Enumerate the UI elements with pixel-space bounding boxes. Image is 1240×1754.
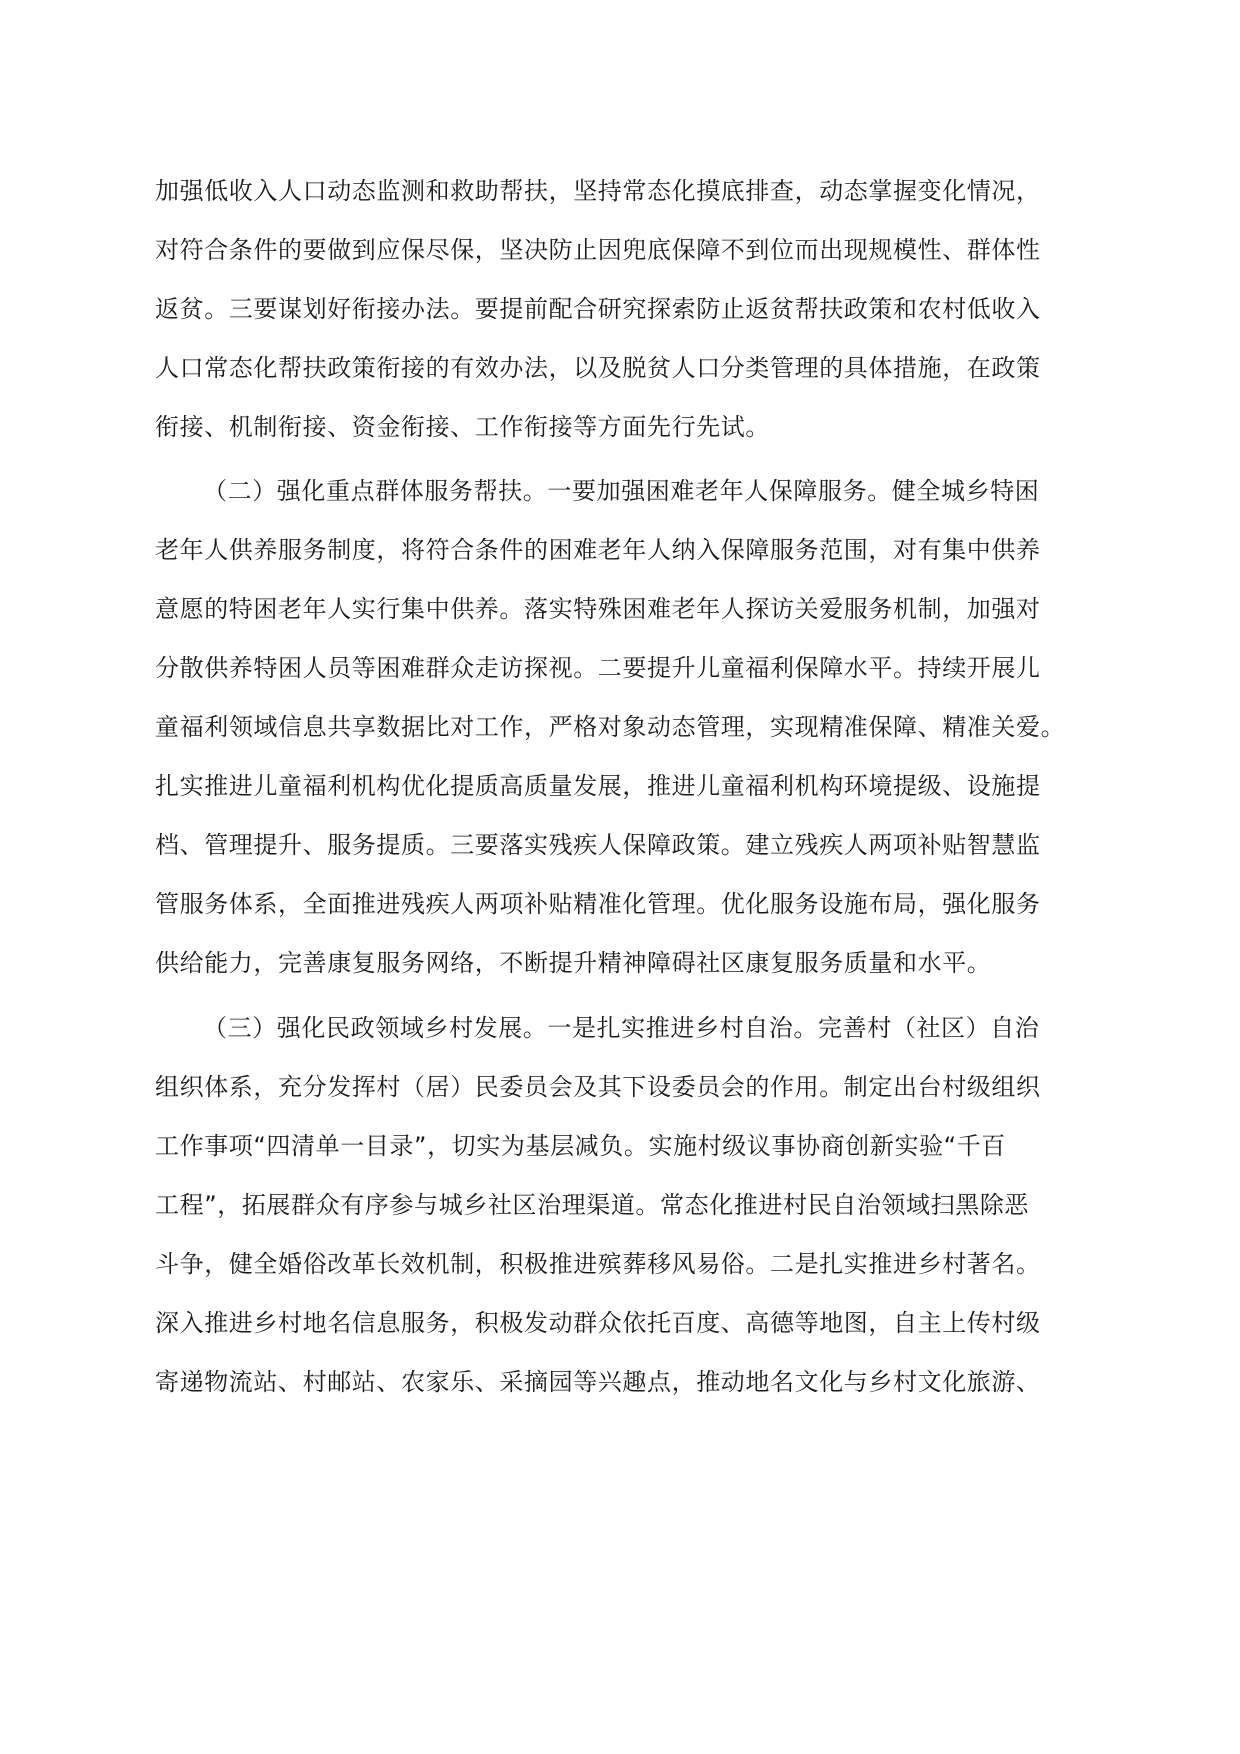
text-line: 返贫。三要谋划好衔接办法。要提前配合研究探索防止返贫帮扶政策和农村低收入 bbox=[155, 295, 1041, 323]
text-line: 档、管理提升、服务提质。三要落实残疾人保障政策。建立残疾人两项补贴智慧监 bbox=[155, 831, 1041, 859]
text-line: 供给能力，完善康复服务网络，不断提升精神障碍社区康复服务质量和水平。 bbox=[155, 949, 992, 977]
text-line: 老年人供养服务制度，将符合条件的困难老年人纳入保障服务范围，对有集中供养 bbox=[155, 536, 1041, 564]
text-line: 分散供养特困人员等困难群众走访探视。二要提升儿童福利保障水平。持续开展儿 bbox=[155, 654, 1041, 682]
text-line: 工程”，拓展群众有序参与城乡社区治理渠道。常态化推进村民自治领域扫黑除恶 bbox=[155, 1191, 1030, 1219]
text-line: 扎实推进儿童福利机构优化提质高质量发展，推进儿童福利机构环境提级、设施提 bbox=[155, 772, 1041, 800]
text-line: 深入推进乡村地名信息服务，积极发动群众依托百度、高德等地图，自主上传村级 bbox=[155, 1309, 1041, 1337]
text-line: 衔接、机制衔接、资金衔接、工作衔接等方面先行先试。 bbox=[155, 413, 770, 441]
text-line: 人口常态化帮扶政策衔接的有效办法，以及脱贫人口分类管理的具体措施，在政策 bbox=[155, 354, 1041, 382]
text-line: 加强低收入人口动态监测和救助帮扶，坚持常态化摸底排查，动态掌握变化情况， bbox=[155, 177, 1041, 205]
text-line: 管服务体系，全面推进残疾人两项补贴精准化管理。优化服务设施布局，强化服务 bbox=[155, 890, 1041, 918]
text-line: 斗争，健全婚俗改革长效机制，积极推进殡葬移风易俗。二是扎实推进乡村著名。 bbox=[155, 1250, 1041, 1278]
text-line: （二）强化重点群体服务帮扶。一要加强困难老年人保障服务。健全城乡特困 bbox=[203, 477, 1040, 505]
text-line: 童福利领域信息共享数据比对工作，严格对象动态管理，实现精准保障、精准关爱。 bbox=[155, 713, 1066, 741]
text-line: 寄递物流站、村邮站、农家乐、采摘园等兴趣点，推动地名文化与乡村文化旅游、 bbox=[155, 1368, 1041, 1396]
text-line: 工作事项“四清单一目录”，切实为基层减负。实施村级议事协商创新实验“千百 bbox=[155, 1132, 1006, 1160]
text-line: 对符合条件的要做到应保尽保，坚决防止因兜底保障不到位而出现规模性、群体性 bbox=[155, 236, 1041, 264]
text-line: 组织体系，充分发挥村（居）民委员会及其下设委员会的作用。制定出台村级组织 bbox=[155, 1073, 1041, 1101]
text-line: （三）强化民政领域乡村发展。一是扎实推进乡村自治。完善村（社区）自治 bbox=[203, 1014, 1040, 1042]
text-line: 意愿的特困老年人实行集中供养。落实特殊困难老年人探访关爱服务机制，加强对 bbox=[155, 595, 1041, 623]
